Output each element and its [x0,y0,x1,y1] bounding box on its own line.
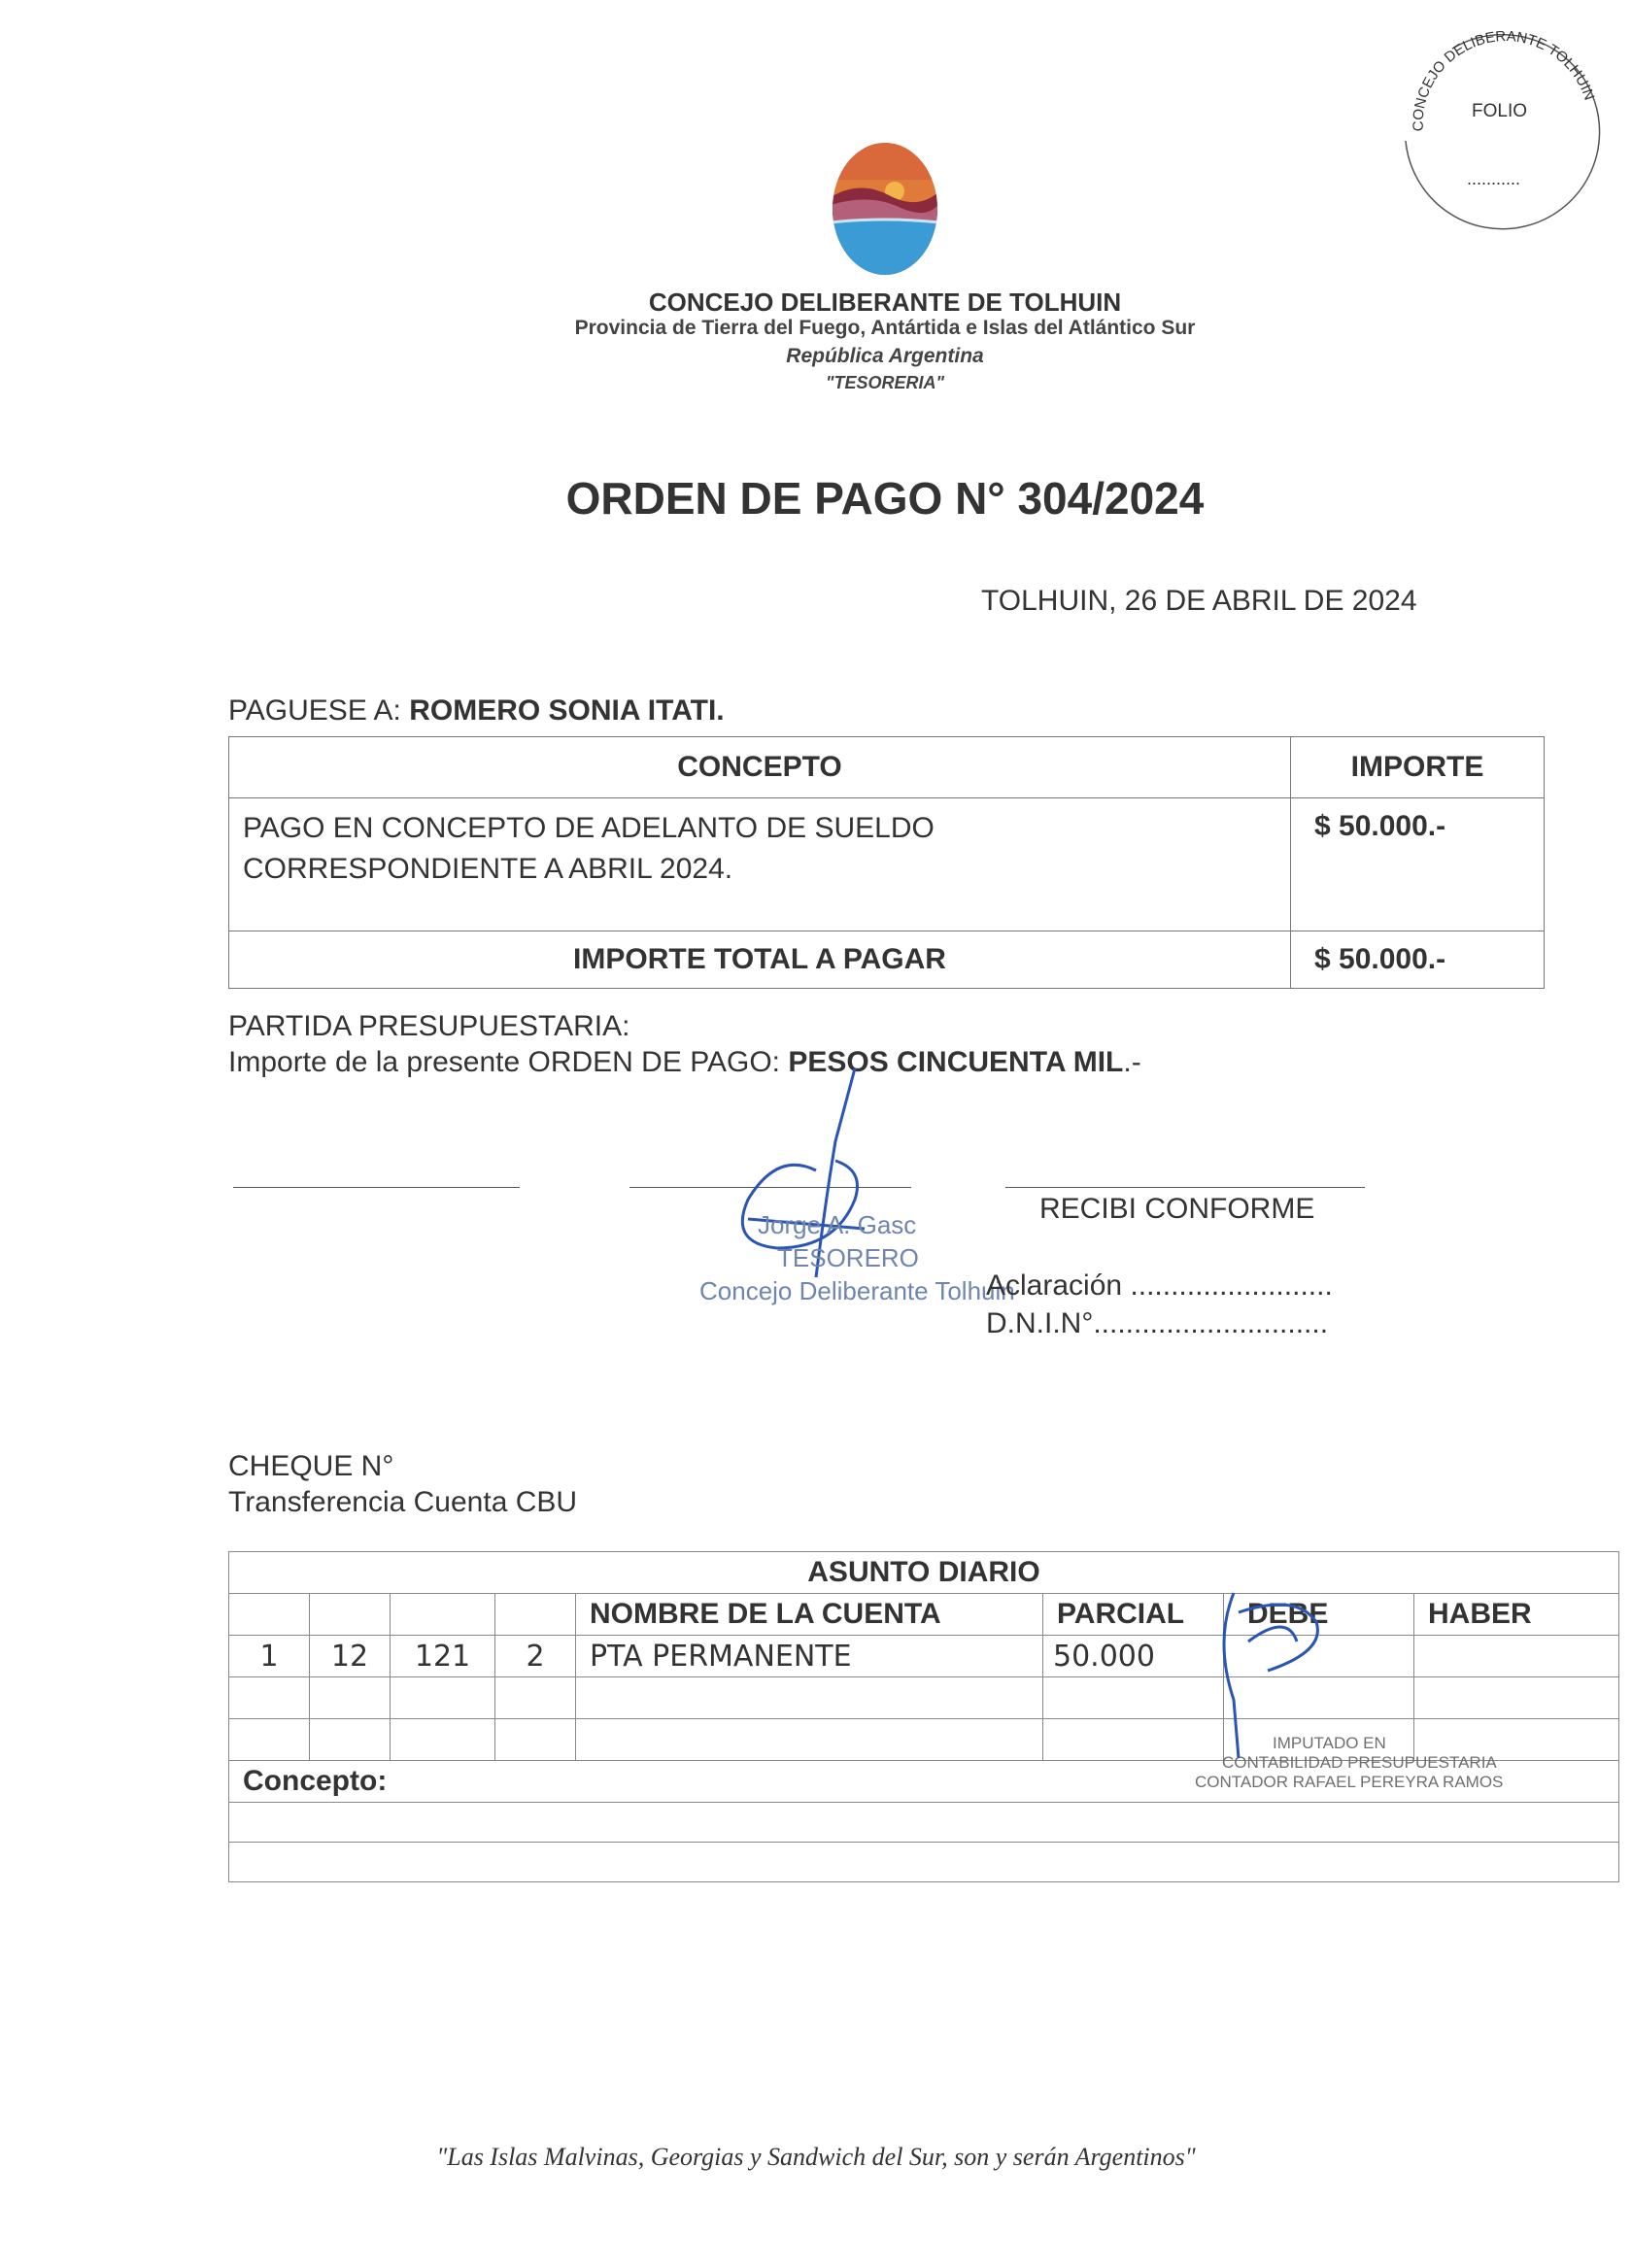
stamp-folio-label: FOLIO [1472,101,1528,121]
ledger-credit-header: HABER [1414,1594,1619,1636]
accounting-stamp-line-3: CONTADOR RAFAEL PEREYRA RAMOS [1195,1773,1504,1791]
order-date: TOLHUIN, 26 DE ABRIL DE 2024 [981,585,1417,617]
institution-name: CONCEJO DELIBERANTE DE TOLHUIN [648,288,1122,317]
ledger-h-c2 [310,1594,391,1636]
accounting-signature [1209,1583,1345,1768]
ledger-row1-partial: 50.000 [1043,1636,1224,1677]
signature-line-1 [233,1187,520,1188]
ledger-partial-header: PARCIAL [1043,1594,1224,1636]
ledger-concept-row [229,1803,1619,1843]
footer-quote: "Las Islas Malvinas, Georgias y Sandwich del Sur, son y serán Argentinos" [436,2143,1196,2171]
ledger-row1-c2: 12 [310,1636,391,1677]
transfer-label: Transferencia Cuenta CBU [228,1486,578,1518]
stamp-folio-dots: ........... [1467,169,1521,188]
folio-stamp [1394,24,1608,233]
concept-cell [229,798,1291,931]
accounting-stamp-line-2: CONTABILIDAD PRESUPUESTARIA [1222,1753,1497,1772]
accounting-stamp-line-1: IMPUTADO EN [1273,1734,1386,1752]
ledger-row1-c3: 121 [391,1636,495,1677]
amount-header: IMPORTE [1291,737,1545,798]
ledger-h-c1 [229,1594,310,1636]
ledger-row1-account: PTA PERMANENTE [576,1636,1043,1677]
amount-in-words-line [228,1046,1141,1079]
total-amount: $ 50.000.- [1291,931,1545,989]
province-name: Provincia de Tierra del Fuego, Antártida e Islas del Atlántico Sur [574,317,1196,339]
ledger-row1-c4: 2 [495,1636,576,1677]
treasurer-org: Concejo Deliberante Tolhuin [699,1276,1015,1305]
ledger-account-header: NOMBRE DE LA CUENTA [576,1594,1043,1636]
amount-in-words-suffix: .- [1123,1046,1141,1078]
treasurer-name: Jorge A. Gasc [758,1210,917,1239]
payee-label: PAGUESE A: [228,694,401,727]
payee-line [228,694,725,728]
amount-in-words-label: Importe de la presente ORDEN DE PAGO: [228,1046,780,1078]
budget-label: PARTIDA PRESUPUESTARIA: [228,1010,630,1042]
ledger-table [228,1551,1619,1882]
aclaracion-field: Aclaración ......................... [986,1269,1333,1302]
received-label: RECIBI CONFORME [1039,1193,1315,1225]
ledger-concept-label: Concepto: [229,1761,1619,1803]
payee-name: ROMERO SONIA ITATI. [409,694,725,727]
institution-logo [831,141,939,277]
treasurer-role: TESORERO [777,1243,919,1272]
ledger-h-c3 [391,1594,495,1636]
ledger-title: ASUNTO DIARIO [229,1552,1619,1594]
total-label: IMPORTE TOTAL A PAGAR [229,931,1291,989]
ledger-row1-credit [1414,1636,1619,1677]
stamp-institution-text: CONCEJO DELIBERANTE TOLHUIN [1410,28,1598,132]
concept-line-1: PAGO EN CONCEPTO DE ADELANTO DE SUELDO [243,812,935,844]
order-title: ORDEN DE PAGO N° 304/2024 [565,473,1205,524]
amount-in-words: PESOS CINCUENTA MIL [788,1046,1124,1078]
ledger-concept-row [229,1843,1619,1882]
signature-line-3 [1005,1187,1365,1188]
ledger-debit-header: DEBE [1224,1594,1414,1636]
ledger-h-c4 [495,1594,576,1636]
ledger-row1-c1: 1 [229,1636,310,1677]
cheque-label: CHEQUE N° [228,1450,394,1482]
dni-field: D.N.I.N°............................. [986,1307,1329,1339]
payment-table [228,736,1545,989]
amount-cell: $ 50.000.- [1291,798,1545,931]
concept-line-2: CORRESPONDIENTE A ABRIL 2024. [243,853,733,885]
country-name: República Argentina [786,345,984,367]
department-name: "TESORERIA" [825,373,945,392]
concept-header: CONCEPTO [229,737,1291,798]
